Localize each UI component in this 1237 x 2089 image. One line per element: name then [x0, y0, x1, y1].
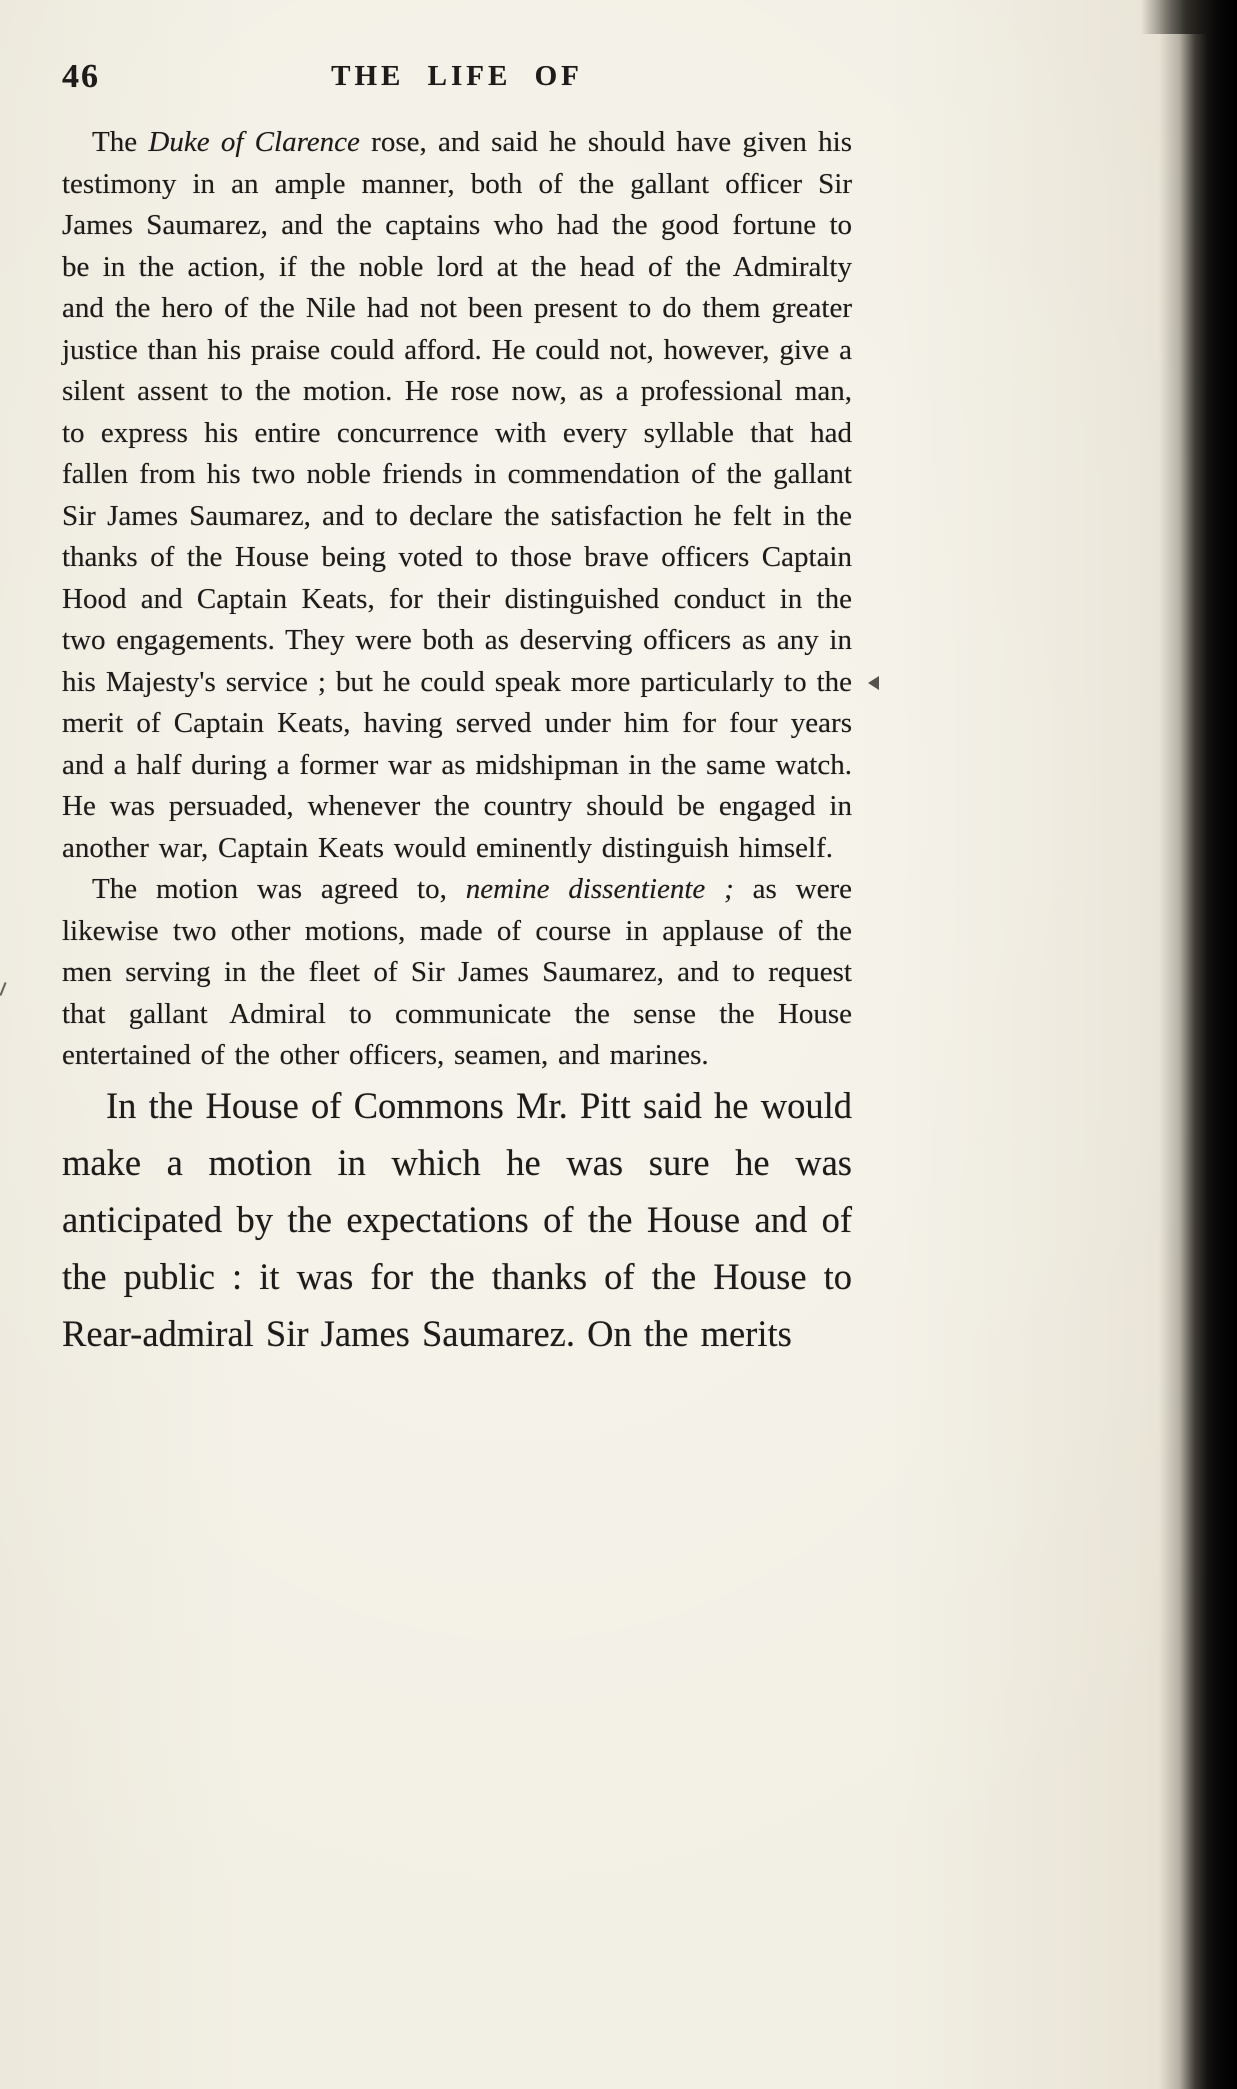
paragraph-duke-of-clarence: [62, 122, 852, 869]
page-body: [62, 122, 852, 1362]
text-run: as were likewise two other motions, made of course in applause of the men serving in the fleet of Sir James Saumarez, and to request that gallant Admiral to communicate the sense the House entertained of the other officers, seamen, and marines.: [62, 873, 852, 1071]
page-header: [62, 56, 852, 100]
running-title: THE LIFE OF: [331, 60, 583, 92]
scan-artifact-mark: [0, 982, 7, 996]
text-run: rose, and said he should have given his testimony in an ample manner, both of the gallant officer Sir James Saumarez, and the captains who had the good fortune to be in the action, if the noble lord at the head of the Admiralty and the hero of the Nile had not been present to do them greater justice than his praise could afford. He could not, however, give a silent assent to the motion. He rose now, as a professional man, to express his entire concurrence with every syllable that had fallen from his two noble friends in commendation of the gallant Sir James Saumarez, and to declare the satisfaction he felt in the thanks of the House being voted to those brave officers Captain Hood and Captain Keats, for their distinguished conduct in the two engagements. They were both as deserving officers as any in his Majesty's service ; but he could speak more particularly to the merit of Captain Keats, having served under him for four years and a half during a former war as midshipman in the same watch. He was persuaded, whenever the country should be engaged in another war, Captain Keats would eminently distinguish himself.: [62, 126, 853, 864]
scan-artifact-mark: [868, 676, 879, 690]
binding-edge: [1159, 0, 1237, 2089]
text-run: The: [92, 126, 149, 158]
page-number: 46: [62, 58, 100, 95]
text-run: In the House of Commons Mr. Pitt said he would make a motion in which he was sure he was anticipated by the expectations of the House and of the public : it was for the thanks of the House to Rear-admiral Sir James Saumarez. On the merits: [62, 1084, 852, 1354]
italic-phrase-duke-of-clarence: Duke of Clarence: [148, 126, 360, 158]
paragraph-house-of-commons: [62, 1077, 852, 1362]
paragraph-motion-agreed: [62, 869, 852, 1077]
italic-phrase-nemine-dissentiente: nemine dissentiente ;: [465, 873, 734, 905]
text-run: The motion was agreed to,: [92, 873, 466, 905]
